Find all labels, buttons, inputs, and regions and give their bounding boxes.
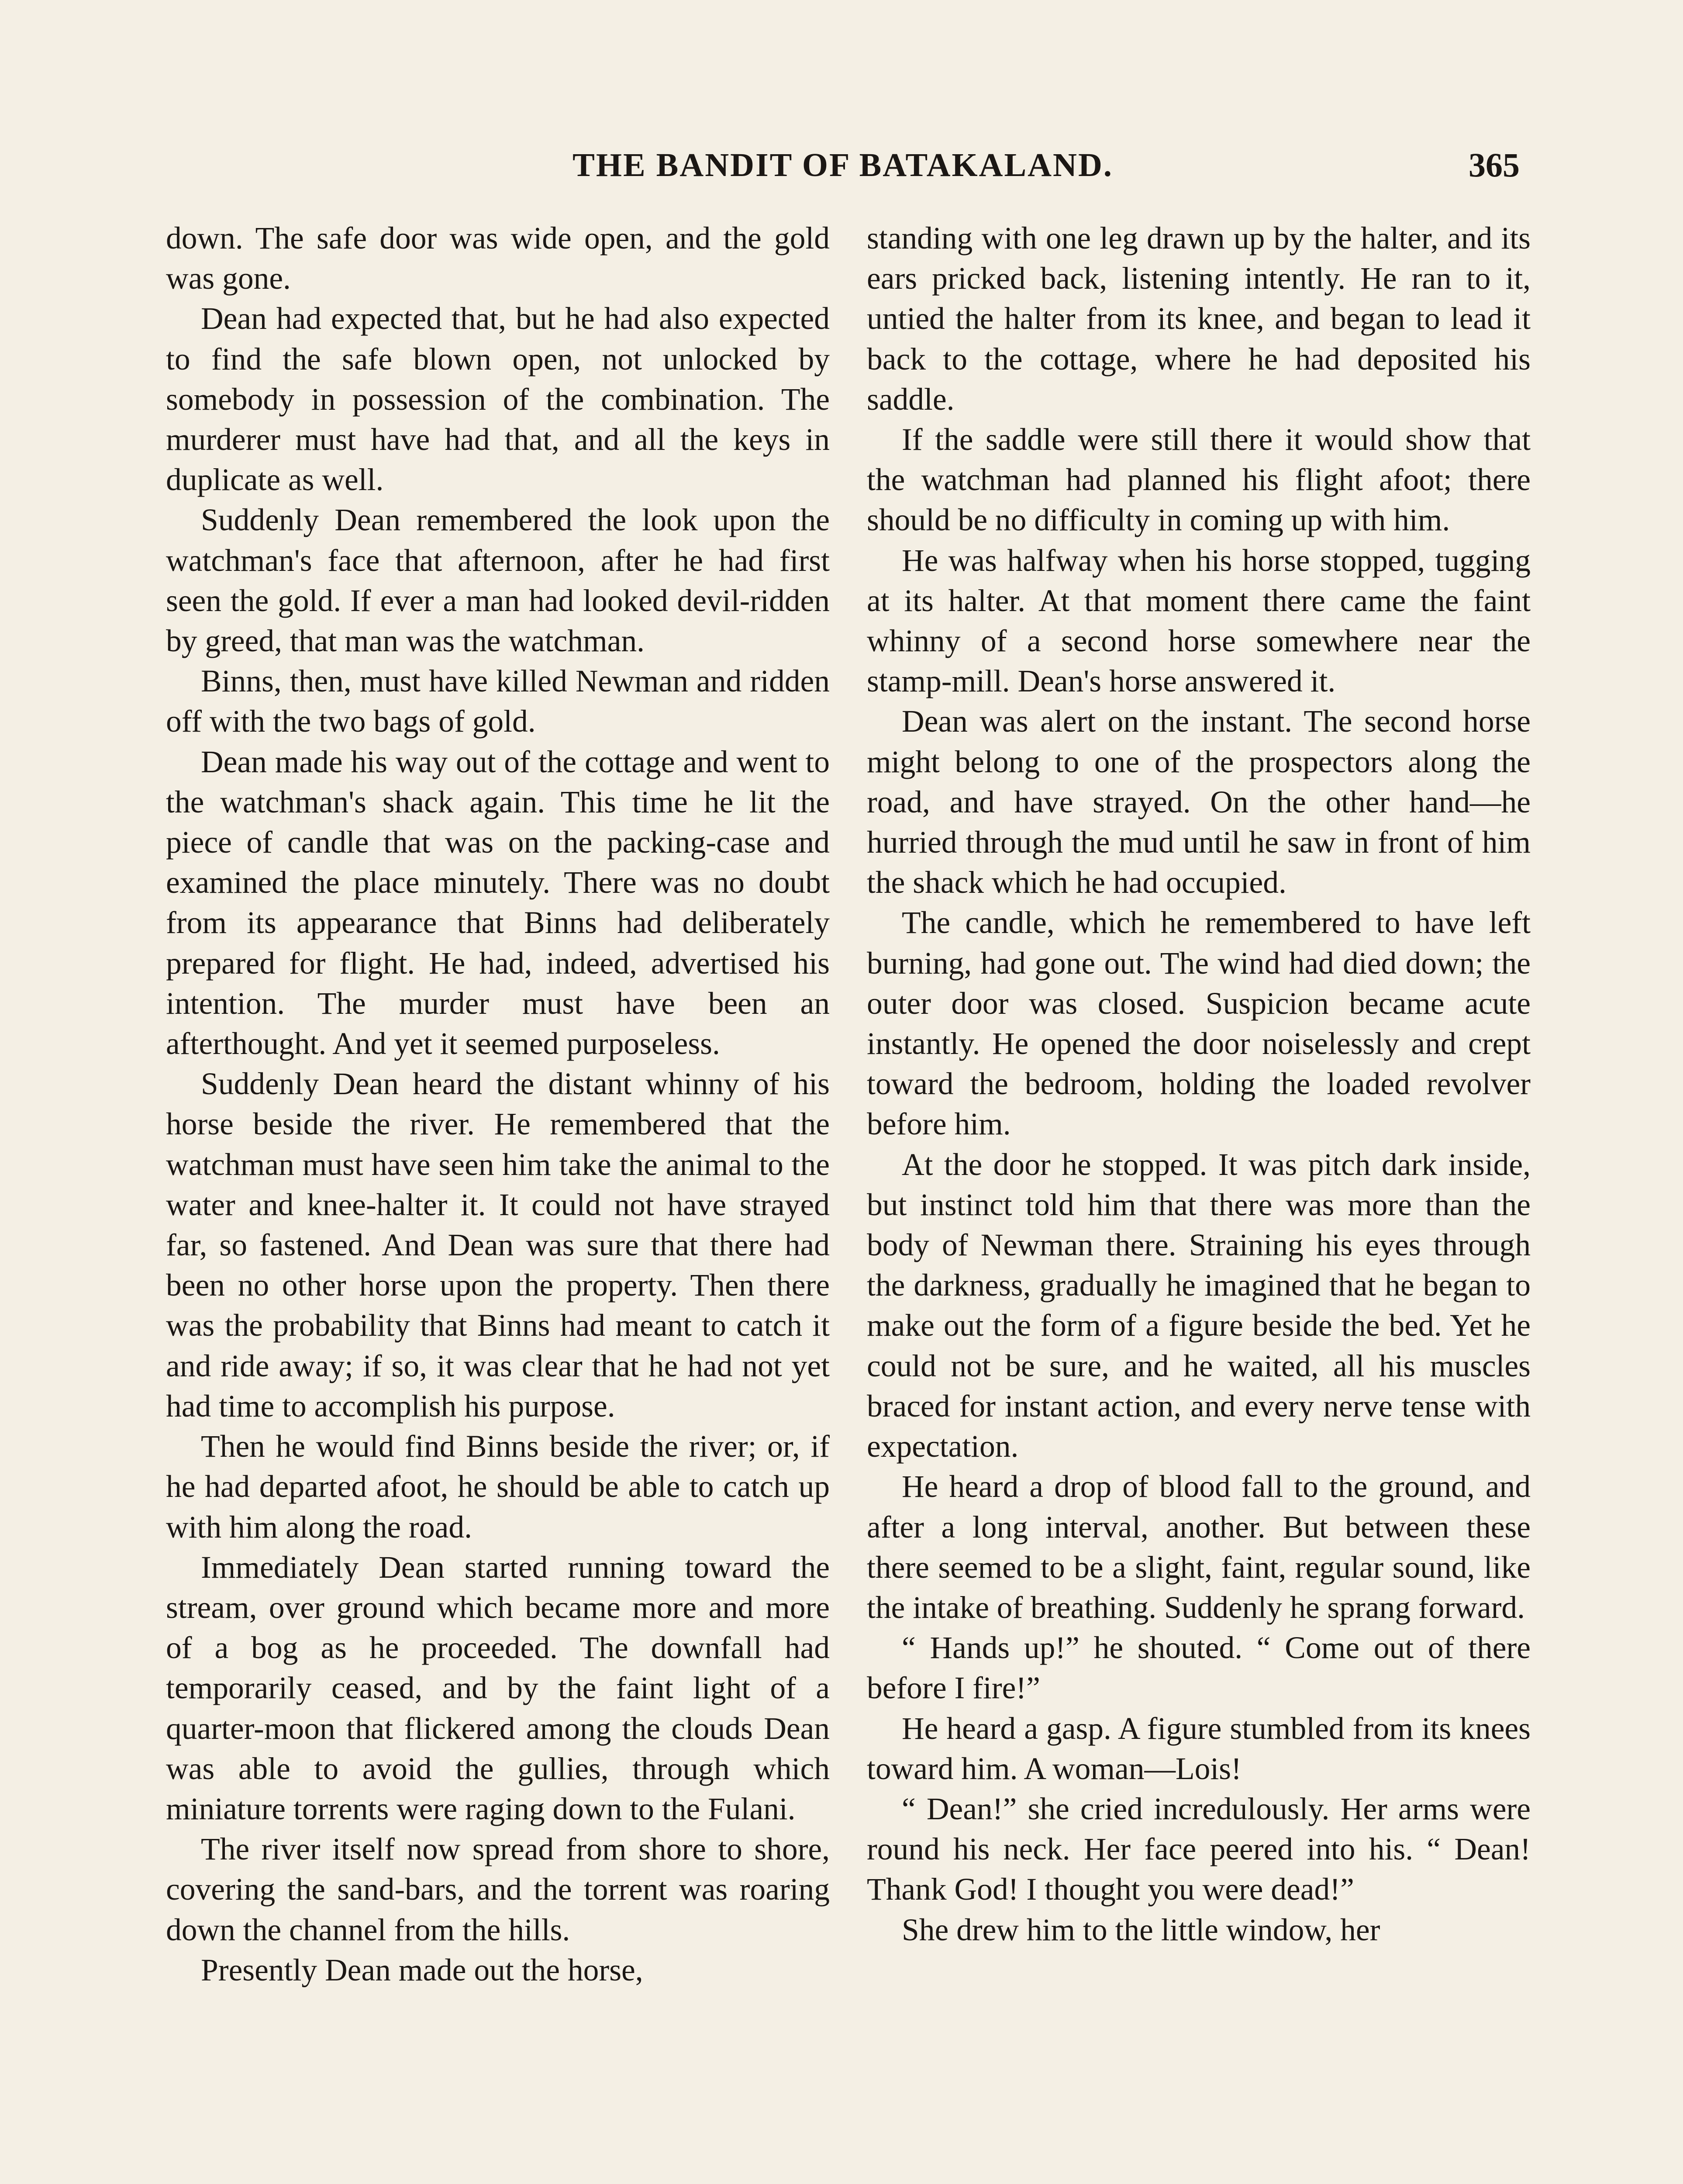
running-header <box>166 139 1520 191</box>
left-column <box>166 218 830 2184</box>
right-column <box>867 218 1531 2184</box>
paragraph: down. The safe door was wide open, and the gold was gone. <box>166 221 830 296</box>
paragraph: “ Hands up!” he shouted. “ Come out of there before I fire!” <box>867 1631 1531 1706</box>
paragraph: Binns, then, must have killed Newman and ridden off with the two bags of gold. <box>166 664 830 739</box>
paragraph: The candle, which he remembered to have left burning, had gone out. The wind had died down; the outer door was closed. Suspicion became acute instantly. He opened the door noiselessly and crept toward the bedroom, holding the loaded revolver before him. <box>867 905 1531 1142</box>
paragraph: Then he would find Binns beside the river; or, if he had departed afoot, he should be able to catch up with him along the road. <box>166 1429 830 1545</box>
paragraph: Dean had expected that, but he had also expected to find the safe blown open, not unlocked by somebody in possession of the combination. The murderer must have had that, and all the keys in duplicate as well. <box>166 301 830 498</box>
paragraph: At the door he stopped. It was pitch dark inside, but instinct told him that there was more than the body of Newman there. Straining his eyes through the darkness, gradually he imagined that he began to make out the form of a figure beside the bed. Yet he could not be sure, and he waited, all his muscles braced for instant action, and every nerve tense with expectation. <box>867 1147 1531 1464</box>
paragraph: He heard a gasp. A figure stumbled from its knees toward him. A woman—Lois! <box>867 1711 1531 1786</box>
paragraph: Immediately Dean started running toward the stream, over ground which became more and more of a bog as he proceeded. The downfall had temporarily ceased, and by the faint light of a quarter-moon that flickered among the clouds Dean was able to avoid the gullies, through which miniature torrents were raging down to the Fulani. <box>166 1550 830 1826</box>
paragraph: He heard a drop of blood fall to the ground, and after a long interval, another. But between these there seemed to be a slight, faint, regular sound, like the intake of breathing. Suddenly he sprang forward. <box>867 1469 1531 1625</box>
paragraph: If the saddle were still there it would show that the watchman had planned his flight afoot; there should be no difficulty in coming up with him. <box>867 422 1531 538</box>
paragraph: Presently Dean made out the horse, <box>201 1952 643 1987</box>
paragraph: Dean was alert on the instant. The second horse might belong to one of the prospectors along the road, and have strayed. On the other hand—he hurried through the mud until he saw in front of him the shack which he had occupied. <box>867 704 1531 900</box>
paragraph: Dean made his way out of the cottage and went to the watchman's shack again. This time he lit the piece of candle that was on the packing-case and examined the place minutely. There was no doubt from its appearance that Binns had deliberately prepared for flight. He had, indeed, advertised his intention. The murder must have been an afterthought. And yet it seemed purposeless. <box>166 744 830 1061</box>
paragraph: She drew him to the little window, her <box>902 1912 1380 1947</box>
paragraph: He was halfway when his horse stopped, tugging at its halter. At that moment there came the faint whinny of a second horse somewhere near the stamp-mill. Dean's horse answered it. <box>867 543 1531 699</box>
paragraph: standing with one leg drawn up by the halter, and its ears pricked back, listening intently. He ran to it, untied the halter from its knee, and began to lead it back to the cottage, where he had deposited his saddle. <box>867 221 1531 417</box>
paragraph: Suddenly Dean heard the distant whinny of his horse beside the river. He remembered that the watchman must have seen him take the animal to the water and knee-halter it. It could not have strayed far, so fastened. And Dean was sure that there had been no other horse upon the property. Then there was the probability that Binns had meant to catch it and ride away; if so, it was clear that he had not yet had time to accomplish his purpose. <box>166 1067 830 1424</box>
paragraph: The river itself now spread from shore to shore, covering the sand-bars, and the torrent was roaring down the channel from the hills. <box>166 1832 830 1947</box>
running-title: THE BANDIT OF BATAKALAND. <box>572 147 1113 183</box>
paragraph: “ Dean!” she cried incredulously. Her arms were round his neck. Her face peered into his. “ Dean! Thank God! I thought you were dead!” <box>867 1791 1531 1907</box>
paragraph: Suddenly Dean remembered the look upon the watchman's face that afternoon, after he had first seen the gold. If ever a man had looked devil-ridden by greed, that man was the watchman. <box>166 503 830 659</box>
page-number: 365 <box>1469 146 1520 184</box>
